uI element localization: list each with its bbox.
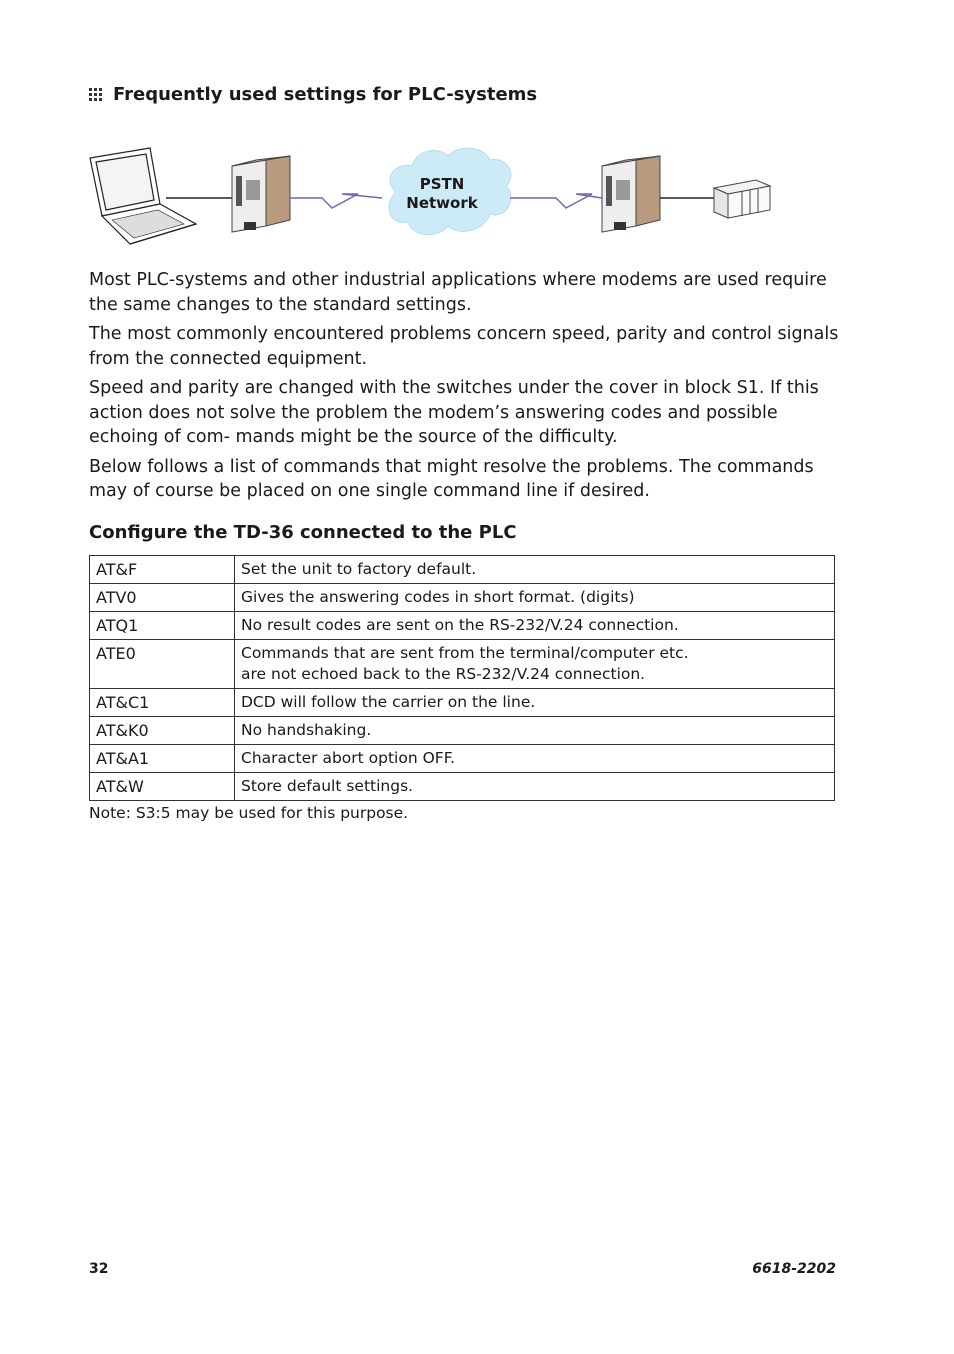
- commands-table: [89, 555, 835, 801]
- body-text: [89, 268, 841, 509]
- cloud-icon: [389, 148, 511, 235]
- table-row: [90, 612, 835, 640]
- section-title: [89, 84, 537, 105]
- table-row: [90, 584, 835, 612]
- cloud-label-pstn: PSTN: [419, 175, 465, 193]
- table-row: [90, 745, 835, 773]
- document-number: 6618-2202: [752, 1261, 836, 1277]
- command-cell: ATE0: [90, 640, 235, 689]
- table-note: Note: S3:5 may be used for this purpose.: [89, 804, 409, 822]
- grid-bullet-icon: [89, 88, 103, 102]
- paragraph: Below follows a list of commands that might resolve the problems. The commands may of course be placed on one single command line if desired.: [89, 456, 814, 501]
- configure-heading: Configure the TD-36 connected to the PLC: [89, 522, 517, 543]
- paragraph: Most PLC-systems and other industrial applications where modems are used require the same changes to the standard settings.: [89, 270, 827, 315]
- description-cell: Store default settings.: [235, 773, 835, 801]
- table-row: [90, 773, 835, 801]
- command-cell: AT&C1: [90, 689, 235, 717]
- command-cell: AT&A1: [90, 745, 235, 773]
- command-cell: AT&K0: [90, 717, 235, 745]
- description-cell: No handshaking.: [235, 717, 835, 745]
- description-cell: Commands that are sent from the terminal/computer etc. are not echoed back to the RS-232/V.24 connection.: [235, 640, 835, 689]
- description-cell: Character abort option OFF.: [235, 745, 835, 773]
- table-row: [90, 640, 835, 689]
- table-row: [90, 556, 835, 584]
- modem-icon: [602, 156, 660, 232]
- plc-icon: [714, 180, 770, 218]
- page-number: 32: [89, 1261, 109, 1277]
- table-row: [90, 717, 835, 745]
- paragraph: The most commonly encountered problems concern speed, parity and control signals from the connected equipment.: [89, 324, 839, 369]
- description-cell: Set the unit to factory default.: [235, 556, 835, 584]
- command-cell: ATQ1: [90, 612, 235, 640]
- description-cell: DCD will follow the carrier on the line.: [235, 689, 835, 717]
- command-cell: ATV0: [90, 584, 235, 612]
- section-title-text: Frequently used settings for PLC-systems: [113, 84, 538, 105]
- paragraph: Speed and parity are changed with the switches under the cover in block S1. If this action does not solve the problem the modem’s answering codes and possible echoing of com- mands might be the source of the difficulty.: [89, 378, 819, 447]
- command-cell: AT&F: [90, 556, 235, 584]
- modem-icon: [232, 156, 290, 232]
- table-row: [90, 689, 835, 717]
- description-cell: Gives the answering codes in short format. (digits): [235, 584, 835, 612]
- cloud-label-network: Network: [406, 194, 478, 212]
- command-cell: AT&W: [90, 773, 235, 801]
- description-cell: No result codes are sent on the RS-232/V.24 connection.: [235, 612, 835, 640]
- laptop-icon: [90, 148, 196, 244]
- network-diagram: [86, 140, 776, 250]
